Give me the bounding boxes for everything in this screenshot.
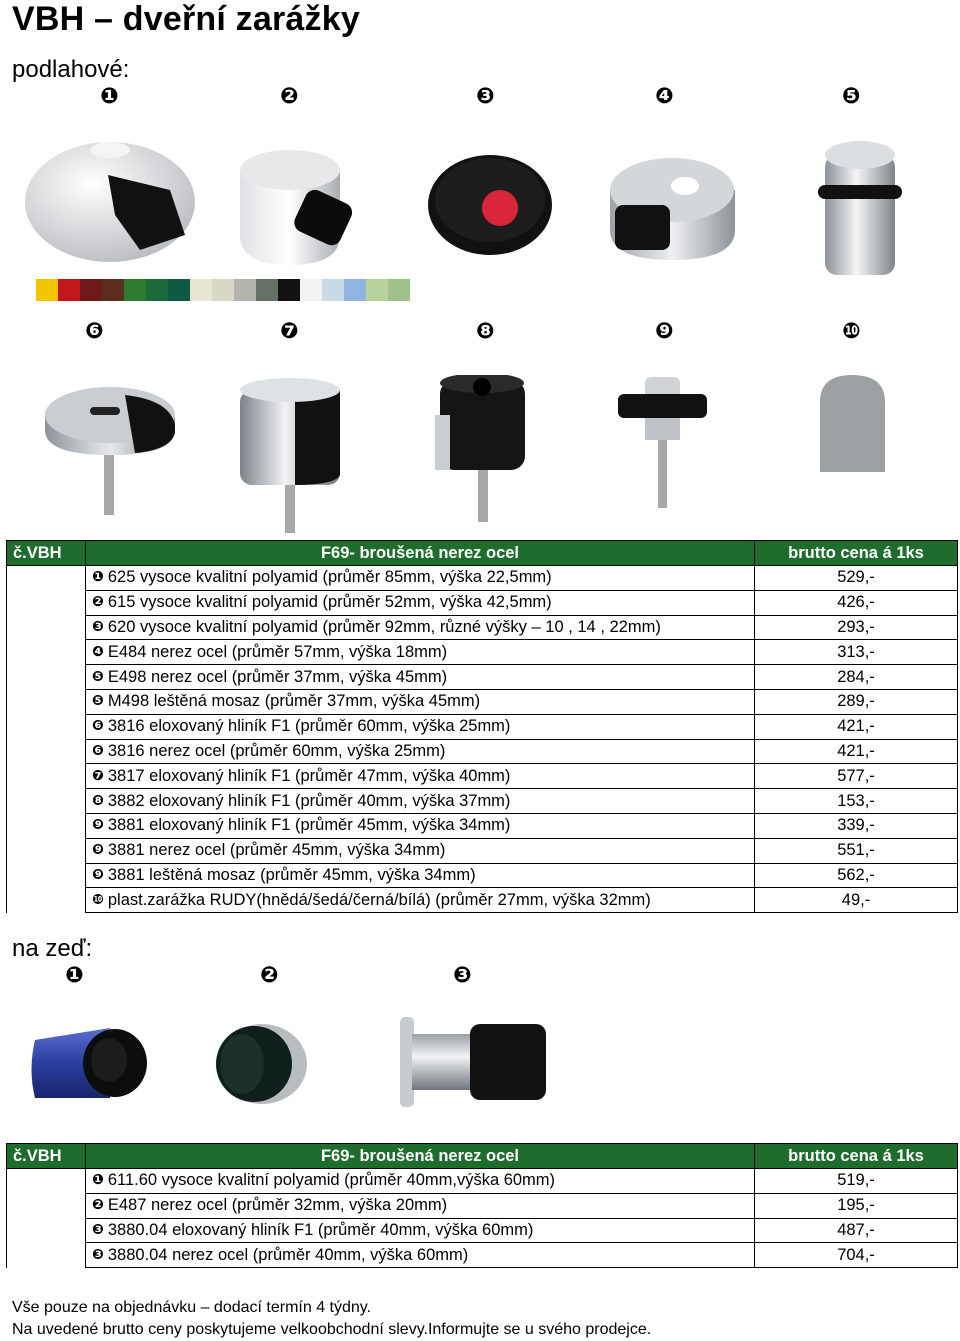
vbh-number-cell xyxy=(7,566,86,591)
table-row xyxy=(7,1193,958,1218)
description-cell xyxy=(86,863,755,888)
header-description: F69- broušená nerez ocel xyxy=(86,541,755,566)
product-number-9: ❾ xyxy=(655,319,674,344)
vbh-number-cell xyxy=(7,640,86,665)
row-description: plast.zarážka RUDY(hnědá/šedá/černá/bílá) (průměr 27mm, výška 32mm) xyxy=(107,890,651,909)
header-description: F69- broušená nerez ocel xyxy=(86,1144,755,1169)
color-swatch xyxy=(190,279,212,301)
description-cell xyxy=(86,1193,755,1218)
row-description: 3881 eloxovaný hliník F1 (průměr 45mm, výška 34mm) xyxy=(107,816,511,835)
table-row xyxy=(7,863,958,888)
table-header-row xyxy=(7,541,958,566)
description-cell xyxy=(86,838,755,863)
table-row xyxy=(7,1218,958,1243)
color-swatch xyxy=(256,279,278,301)
price-cell: 313,- xyxy=(755,640,958,665)
description-cell xyxy=(86,665,755,690)
description-cell xyxy=(86,689,755,714)
color-swatch xyxy=(234,279,256,301)
product-image-620 xyxy=(425,150,555,260)
color-swatch xyxy=(300,279,322,301)
product-image-3817 xyxy=(235,375,345,535)
product-number-6: ❻ xyxy=(85,319,104,344)
row-number-badge: ❺ xyxy=(92,668,104,685)
row-number-badge: ❹ xyxy=(92,643,104,660)
row-description: 3880.04 eloxovaný hliník F1 (průměr 40mm, výška 60mm) xyxy=(107,1220,534,1239)
vbh-number-cell xyxy=(7,813,86,838)
price-cell: 421,- xyxy=(755,739,958,764)
product-image-625 xyxy=(20,130,200,270)
description-cell xyxy=(86,1169,755,1194)
wall-section-label: na zeď: xyxy=(12,935,93,962)
row-number-badge: ❿ xyxy=(92,891,104,908)
product-image-E484 xyxy=(605,150,740,265)
row-description: 3816 eloxovaný hliník F1 (průměr 60mm, výška 25mm) xyxy=(107,717,511,736)
table-row xyxy=(7,640,958,665)
row-description: M498 leštěná mosaz (průměr 37mm, výška 45mm) xyxy=(107,692,481,711)
table-row xyxy=(7,764,958,789)
header-price: brutto cena á 1ks xyxy=(755,541,958,566)
description-cell xyxy=(86,714,755,739)
product-number-2: ❷ xyxy=(280,84,299,109)
vbh-number-cell xyxy=(7,888,86,913)
row-number-badge: ❻ xyxy=(92,718,104,735)
table-row xyxy=(7,838,958,863)
table-row xyxy=(7,590,958,615)
price-cell: 339,- xyxy=(755,813,958,838)
product-number-4: ❹ xyxy=(655,84,674,109)
row-description: 625 vysoce kvalitní polyamid (průměr 85mm, výška 22,5mm) xyxy=(107,568,552,587)
price-cell: 562,- xyxy=(755,863,958,888)
wall-product-image-611 xyxy=(25,1020,155,1105)
product-image-3882 xyxy=(430,375,530,525)
color-swatch xyxy=(344,279,366,301)
price-cell: 551,- xyxy=(755,838,958,863)
table-row xyxy=(7,789,958,814)
product-number-7: ❼ xyxy=(280,319,299,344)
price-cell: 153,- xyxy=(755,789,958,814)
price-cell: 293,- xyxy=(755,615,958,640)
color-swatch xyxy=(388,279,410,301)
floor-section-label: podlahové: xyxy=(12,56,130,83)
row-number-badge: ❸ xyxy=(92,618,104,635)
row-description: E484 nerez ocel (průměr 57mm, výška 18mm) xyxy=(107,642,448,661)
table-row xyxy=(7,665,958,690)
vbh-number-cell xyxy=(7,863,86,888)
product-image-615 xyxy=(230,140,360,270)
wall-price-table xyxy=(6,1143,958,1268)
row-description: 620 vysoce kvalitní polyamid (průměr 92mm, různé výšky – 10 , 14 , 22mm) xyxy=(107,617,661,636)
table-row xyxy=(7,566,958,591)
price-cell: 577,- xyxy=(755,764,958,789)
description-cell xyxy=(86,640,755,665)
row-description: 3816 nerez ocel (průměr 60mm, výška 25mm) xyxy=(107,741,446,760)
price-cell: 284,- xyxy=(755,665,958,690)
floor-price-table xyxy=(6,540,958,913)
description-cell xyxy=(86,789,755,814)
description-cell xyxy=(86,1218,755,1243)
row-description: E498 nerez ocel (průměr 37mm, výška 45mm) xyxy=(107,667,448,686)
vbh-number-cell xyxy=(7,1169,86,1194)
description-cell xyxy=(86,813,755,838)
row-description: 615 vysoce kvalitní polyamid (průměr 52mm, výška 42,5mm) xyxy=(107,593,552,612)
header-price: brutto cena á 1ks xyxy=(755,1144,958,1169)
table-row xyxy=(7,1169,958,1194)
description-cell xyxy=(86,888,755,913)
footer-note-discount: Na uvedené brutto ceny poskytujeme velkoobchodní slevy.Informujte se u svého prodejce. xyxy=(12,1321,652,1338)
row-number-badge: ❷ xyxy=(92,1197,104,1214)
row-number-badge: ❽ xyxy=(92,792,104,809)
vbh-number-cell xyxy=(7,764,86,789)
product-image-3881 xyxy=(615,372,710,512)
table-row xyxy=(7,714,958,739)
header-vbh-number: č.VBH xyxy=(7,541,86,566)
row-description: 3881 leštěná mosaz (průměr 45mm, výška 34mm) xyxy=(107,865,476,884)
price-cell: 529,- xyxy=(755,566,958,591)
table-row xyxy=(7,739,958,764)
row-description: 611.60 vysoce kvalitní polyamid (průměr 40mm,výška 60mm) xyxy=(107,1171,556,1190)
color-swatch xyxy=(58,279,80,301)
row-number-badge: ❷ xyxy=(92,594,104,611)
color-swatch xyxy=(146,279,168,301)
table-row xyxy=(7,1243,958,1268)
color-swatch xyxy=(124,279,146,301)
product-number-1: ❶ xyxy=(100,84,119,109)
color-swatch xyxy=(322,279,344,301)
description-cell xyxy=(86,739,755,764)
row-description: 3881 nerez ocel (průměr 45mm, výška 34mm) xyxy=(107,841,446,860)
color-swatch-strip xyxy=(36,279,410,301)
wall-product-number-2: ❷ xyxy=(260,963,279,988)
wall-product-number-3: ❸ xyxy=(453,963,472,988)
row-number-badge: ❾ xyxy=(92,817,104,834)
row-description: E487 nerez ocel (průměr 32mm, výška 20mm) xyxy=(107,1196,448,1215)
color-swatch xyxy=(36,279,58,301)
price-cell: 49,- xyxy=(755,888,958,913)
vbh-number-cell xyxy=(7,1243,86,1268)
product-number-5: ❺ xyxy=(842,84,861,109)
row-number-badge: ❺ xyxy=(92,693,104,710)
row-number-badge: ❼ xyxy=(92,767,104,784)
table-row xyxy=(7,689,958,714)
price-cell: 487,- xyxy=(755,1218,958,1243)
vbh-number-cell xyxy=(7,739,86,764)
description-cell xyxy=(86,1243,755,1268)
color-swatch xyxy=(102,279,124,301)
price-cell: 426,- xyxy=(755,590,958,615)
wall-product-image-E487 xyxy=(212,1022,312,1107)
vbh-number-cell xyxy=(7,615,86,640)
product-image-E498 xyxy=(810,135,910,285)
color-swatch xyxy=(366,279,388,301)
description-cell xyxy=(86,764,755,789)
row-description: 3880.04 nerez ocel (průměr 40mm, výška 60mm) xyxy=(107,1245,469,1264)
color-swatch xyxy=(212,279,234,301)
price-cell: 704,- xyxy=(755,1243,958,1268)
vbh-number-cell xyxy=(7,714,86,739)
product-image-rudy xyxy=(815,372,890,477)
product-number-3: ❸ xyxy=(476,84,495,109)
table-row xyxy=(7,615,958,640)
row-number-badge: ❾ xyxy=(92,866,104,883)
product-number-8: ❽ xyxy=(476,319,495,344)
description-cell xyxy=(86,566,755,591)
color-swatch xyxy=(168,279,190,301)
description-cell xyxy=(86,590,755,615)
wall-product-image-3880 xyxy=(400,1012,550,1112)
vbh-number-cell xyxy=(7,689,86,714)
row-number-badge: ❸ xyxy=(92,1246,104,1263)
product-number-10: ❿ xyxy=(842,319,861,344)
wall-product-number-1: ❶ xyxy=(65,963,84,988)
price-cell: 289,- xyxy=(755,689,958,714)
header-vbh-number: č.VBH xyxy=(7,1144,86,1169)
table-header-row xyxy=(7,1144,958,1169)
vbh-number-cell xyxy=(7,1193,86,1218)
vbh-number-cell xyxy=(7,1218,86,1243)
page-title: VBH – dveřní zarážky xyxy=(12,0,360,38)
table-row xyxy=(7,888,958,913)
color-swatch xyxy=(80,279,102,301)
row-description: 3882 eloxovaný hliník F1 (průměr 40mm, výška 37mm) xyxy=(107,791,511,810)
row-number-badge: ❶ xyxy=(92,1172,104,1189)
row-number-badge: ❾ xyxy=(92,842,104,859)
row-number-badge: ❸ xyxy=(92,1221,104,1238)
price-cell: 421,- xyxy=(755,714,958,739)
row-number-badge: ❻ xyxy=(92,742,104,759)
vbh-number-cell xyxy=(7,789,86,814)
vbh-number-cell xyxy=(7,665,86,690)
footer-note-delivery: Vše pouze na objednávku – dodací termín 4 týdny. xyxy=(12,1299,372,1316)
price-cell: 195,- xyxy=(755,1193,958,1218)
product-image-3816 xyxy=(40,375,180,520)
table-row xyxy=(7,813,958,838)
vbh-number-cell xyxy=(7,590,86,615)
price-cell: 519,- xyxy=(755,1169,958,1194)
color-swatch xyxy=(278,279,300,301)
description-cell xyxy=(86,615,755,640)
vbh-number-cell xyxy=(7,838,86,863)
row-description: 3817 eloxovaný hliník F1 (průměr 47mm, výška 40mm) xyxy=(107,766,511,785)
row-number-badge: ❶ xyxy=(92,569,104,586)
